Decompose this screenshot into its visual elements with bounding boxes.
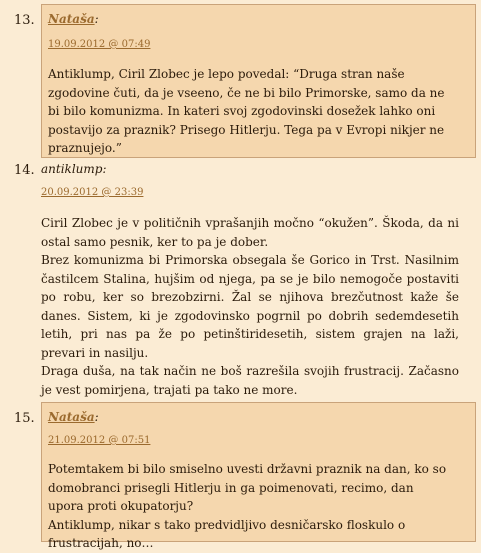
- author-separator: :: [102, 162, 107, 176]
- comment-body: [48, 65, 459, 158]
- comment-number: 14.: [14, 163, 35, 178]
- comment-date-link[interactable]: 20.09.2012 @ 23:39: [41, 187, 144, 198]
- comment-paragraph: Antiklump, nikar s tako predvidljivo desničarsko floskulo o frustracijah, no…: [48, 517, 406, 550]
- comment-paragraph: Brez komunizma bi Primorska obsegala še Gorico in Trst. Nasilnim častilcem Stalina, hujšim od njega, pa se je bilo nemogoče postaviti po robu, ker so brezobzirni. Žal se njihova brezčutnost kaže še danes. Sistem, ki je zgodovinsko pogrnil po dobrih sedemdesetih letih, pri nas pa že po petinštiridesetih, sistem grajen na laži, prevari in nasilju.: [41, 253, 459, 360]
- comment-date-link[interactable]: 19.09.2012 @ 07:49: [48, 39, 151, 50]
- comment-13: [0, 0, 481, 158]
- comment-14: [0, 158, 481, 396]
- author-link[interactable]: Nataša: [48, 12, 95, 26]
- comment-paragraph: Ciril Zlobec je v političnih vprašanjih močno “okužen”. Škoda, da ni ostal samo pesnik, ker to pa je dober.: [41, 216, 459, 249]
- comment-paragraph: Potemtakem bi bilo smiselno uvesti državni praznik na dan, ko so domobranci prisegli Hitlerju in ga poimenovati, recimo, dan upora proti okupatorju?: [48, 462, 447, 513]
- comment-number: 15.: [14, 411, 35, 426]
- comment-15: [0, 400, 481, 550]
- author-name: antiklump: [41, 162, 103, 176]
- comment-body: [48, 460, 451, 553]
- comment-paragraph: Antiklump, Ciril Zlobec je lepo povedal: “Druga stran naše zgodovine čuti, da je vseeno, če ne bi bilo Primorske, samo da ne bi bilo komunizma. In kateri svoj zgodovinski dosežek lahko oni postavijo za praznik? Prisego Hitlerju. Tega pa v Evropi nikjer ne praznujejo.”: [48, 67, 445, 155]
- comment-date-link[interactable]: 21.09.2012 @ 07:51: [48, 435, 151, 446]
- comment-author: [48, 410, 99, 424]
- comment-author: [41, 162, 107, 176]
- comment-body: [41, 214, 459, 399]
- author-link[interactable]: Nataša: [48, 410, 95, 424]
- comment-paragraph: Draga duša, na tak način ne boš razrešila svojih frustracij. Začasno je vest pomirjena, trajati pa tako ne more.: [41, 364, 459, 397]
- comment-author: [48, 12, 99, 26]
- author-separator: :: [94, 12, 99, 26]
- author-separator: :: [94, 410, 99, 424]
- comment-number: 13.: [14, 13, 35, 28]
